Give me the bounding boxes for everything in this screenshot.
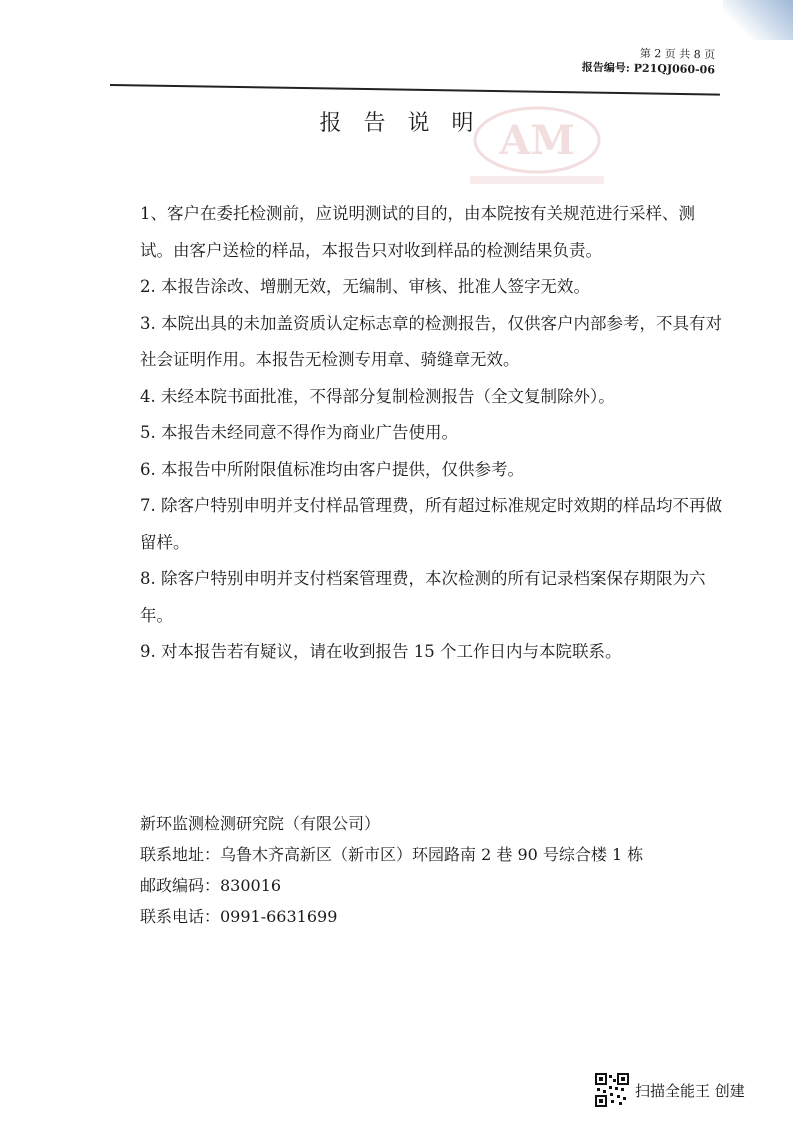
note-item-8: 8. 除客户特别申明并支付档案管理费，本次检测的所有记录档案保存期限为六年。 [140,569,706,625]
note-item-7: 7. 除客户特别申明并支付样品管理费，所有超过标准规定时效期的样品均不再做留样。 [140,496,722,552]
contact-block [140,808,725,932]
company-name: 新环监测检测研究院（有限公司） [140,814,381,833]
scan-edge-shade [723,0,793,40]
note-item-5: 5. 本报告未经同意不得作为商业广告使用。 [140,423,458,442]
scanner-watermark [595,1072,745,1108]
contact-phone: 联系电话：0991-6631699 [140,907,338,926]
report-notes-list [140,196,725,671]
contact-address: 联系地址：乌鲁木齐高新区（新市区）环园路南 2 巷 90 号综合楼 1 栋 [140,845,644,864]
note-item-9: 9. 对本报告若有疑议，请在收到报告 15 个工作日内与本院联系。 [140,642,622,661]
note-item-1: 1、客户在委托检测前，应说明测试的目的，由本院按有关规范进行采样、测试。由客户送检的样品，本报告只对收到样品的检测结果负责。 [140,204,695,260]
page-title: 报告说明 [319,111,496,136]
qr-code-icon [595,1073,629,1107]
page-header-info [582,45,716,78]
note-item-3: 3. 本院出具的未加盖资质认定标志章的检测报告，仅供客户内部参考，不具有对社会证明作用。本报告无检测专用章、骑缝章无效。 [140,313,722,369]
report-number: 报告编号: P21QJ060-06 [581,60,715,77]
note-item-2: 2. 本报告涂改、增删无效，无编制、审核、批准人签字无效。 [140,277,590,296]
note-item-6: 6. 本报告中所附限值标准均由客户提供，仅供参考。 [140,459,524,479]
header-divider [110,84,720,96]
note-item-4: 4. 未经本院书面批准，不得部分复制检测报告（全文复制除外）。 [140,386,615,406]
scanner-label: 扫描全能王 创建 [635,1081,745,1100]
page-number: 第 2 页 共 8 页 [639,46,716,62]
postal-code: 邮政编码：830016 [140,876,282,895]
seal-lettering: AM [499,117,575,164]
